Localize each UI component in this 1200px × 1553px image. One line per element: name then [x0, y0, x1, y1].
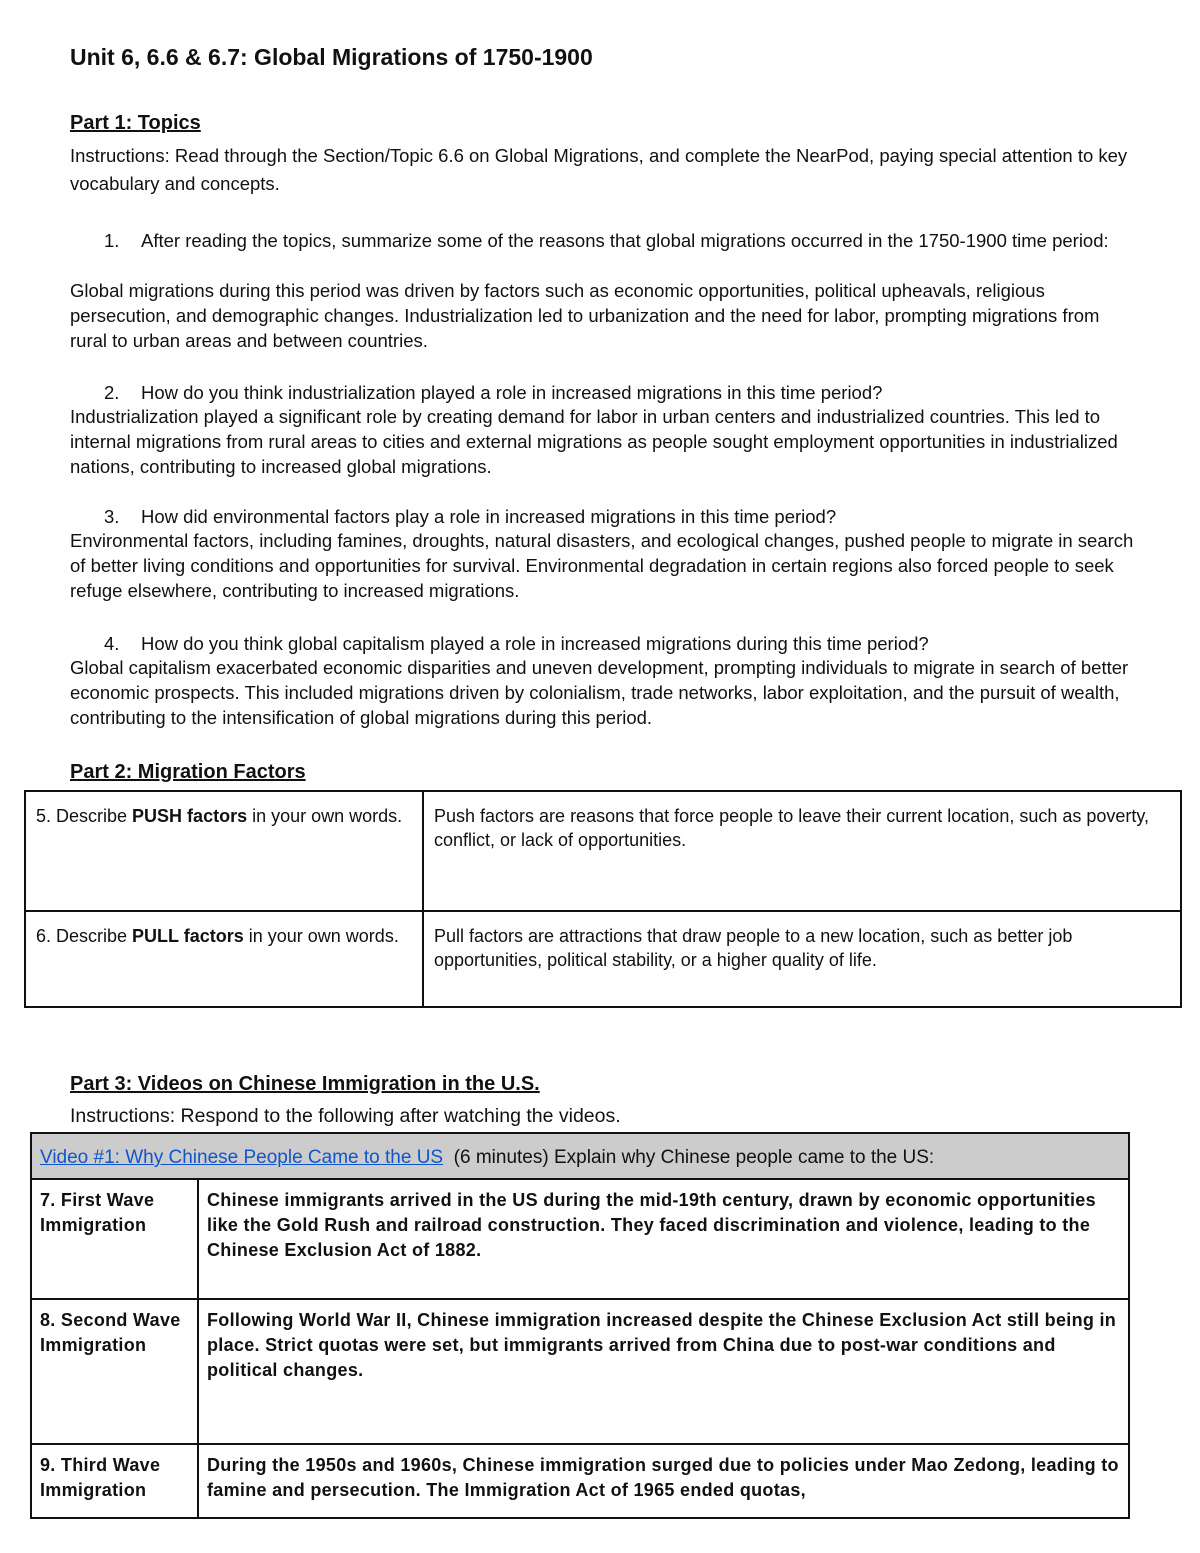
- migration-factors-table: [24, 790, 1182, 1008]
- table-row: [31, 1179, 1129, 1299]
- pull-factors-answer[interactable]: Pull factors are attractions that draw people to a new location, such as better job opportunities, political stability, or a higher quality of life.: [423, 911, 1181, 1007]
- answer-1: Global migrations during this period was driven by factors such as economic opportunities, political upheavals, religious persecution, and demographic changes. Industrialization led to urbanization and the need for labor, prompting migrations from rural to urban areas and between countries.: [70, 280, 1100, 351]
- push-factors-label: PUSH factors: [132, 806, 248, 826]
- part2-heading: Part 2: Migration Factors: [70, 761, 306, 783]
- question-1: [104, 228, 1151, 253]
- pull-factors-prompt: 6. Describe PULL factors in your own words.: [25, 911, 423, 1007]
- table-row: [25, 911, 1181, 1007]
- video-header-cell: [31, 1133, 1129, 1179]
- part3-instructions: Instructions: Respond to the following after watching the videos.: [70, 1105, 621, 1127]
- second-wave-answer[interactable]: Following World War II, Chinese immigration increased despite the Chinese Exclusion Act still being in place. Strict quotas were set, but immigrants arrived from China due to post-war conditions and political changes.: [198, 1299, 1129, 1444]
- question-3-text: How did environmental factors play a role in increased migrations in this time period?: [141, 506, 837, 527]
- question-3-number: 3.: [104, 506, 120, 527]
- table-row: [31, 1444, 1129, 1518]
- table-row: [31, 1299, 1129, 1444]
- question-4-text: How do you think global capitalism played a role in increased migrations during this time period?: [141, 633, 929, 654]
- push-factors-answer[interactable]: Push factors are reasons that force people to leave their current location, such as poverty, conflict, or lack of opportunities.: [423, 791, 1181, 911]
- video-header-row: [31, 1133, 1129, 1179]
- question-4-number: 4.: [104, 633, 120, 654]
- push-factors-prompt: 5. Describe PUSH factors in your own words.: [25, 791, 423, 911]
- second-wave-label: 8. Second Wave Immigration: [31, 1299, 198, 1444]
- first-wave-label: 7. First Wave Immigration: [31, 1179, 198, 1299]
- answer-2: Industrialization played a significant role by creating demand for labor in urban centers and industrialized countries. This led to internal migrations from rural areas to cities and external migrations as people sought employment opportunities in industrialized nations, contributing to increased global migrations.: [70, 406, 1118, 477]
- video-note: (6 minutes) Explain why Chinese people came to the US:: [453, 1147, 935, 1168]
- question-1-text: After reading the topics, summarize some of the reasons that global migrations occurred in the 1750-1900 time period:: [141, 230, 1109, 251]
- question-2-number: 2.: [104, 382, 120, 403]
- answer-4: Global capitalism exacerbated economic disparities and uneven development, prompting individuals to migrate in search of better economic prospects. This included migrations driven by colonialism, trade networks, labor exploitation, and the pursuit of wealth, contributing to the intensification of global migrations during this period.: [70, 657, 1129, 728]
- answer-3: Environmental factors, including famines, droughts, natural disasters, and ecological changes, pushed people to migrate in search of better living conditions and opportunities for survival. Environmental degradation in certain regions also forced people to seek refuge elsewhere, contributing to increased migrations.: [70, 530, 1134, 601]
- third-wave-label: 9. Third Wave Immigration: [31, 1444, 198, 1518]
- table-row: [25, 791, 1181, 911]
- question-4: [104, 631, 1151, 656]
- part1-heading: Part 1: Topics: [70, 112, 201, 134]
- question-2-text: How do you think industrialization played a role in increased migrations in this time period?: [141, 382, 883, 403]
- first-wave-answer[interactable]: Chinese immigrants arrived in the US during the mid-19th century, drawn by economic opportunities like the Gold Rush and railroad construction. They faced discrimination and violence, leading to the Chinese Exclusion Act of 1882.: [198, 1179, 1129, 1299]
- document-title: Unit 6, 6.6 & 6.7: Global Migrations of 1750-1900: [70, 44, 593, 70]
- question-3: [104, 504, 1151, 529]
- question-2: [104, 380, 1151, 405]
- question-1-number: 1.: [104, 230, 120, 251]
- part3-heading: Part 3: Videos on Chinese Immigration in the U.S.: [70, 1073, 540, 1095]
- third-wave-answer[interactable]: During the 1950s and 1960s, Chinese immigration surged due to policies under Mao Zedong, leading to famine and persecution. The Immigration Act of 1965 ended quotas,: [198, 1444, 1129, 1518]
- video-1-link[interactable]: Video #1: Why Chinese People Came to the US: [40, 1147, 444, 1168]
- part1-instructions: Instructions: Read through the Section/Topic 6.6 on Global Migrations, and complete the NearPod, paying special attention to key vocabulary and concepts.: [70, 145, 1128, 194]
- pull-factors-label: PULL factors: [132, 926, 244, 946]
- chinese-immigration-table: [30, 1132, 1130, 1519]
